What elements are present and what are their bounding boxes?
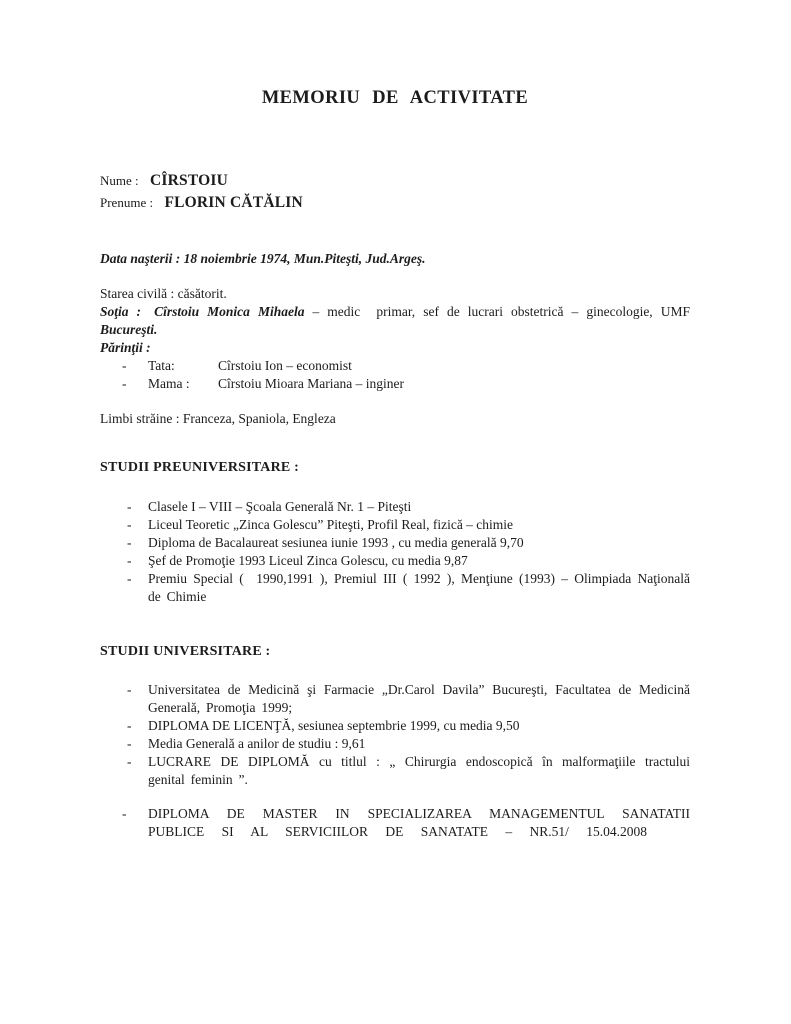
spouse-line <box>100 303 690 339</box>
list-item <box>100 498 690 516</box>
list-item-text: LUCRARE DE DIPLOMĂ cu titlul : „ Chirurgia endoscopică în malformaţiile tractului genital feminin ”. <box>148 754 690 787</box>
bullet-dash: - <box>127 571 132 586</box>
bullet-dash: - <box>127 553 132 568</box>
spouse-city: Bucureşti. <box>100 322 158 337</box>
spouse-name: Cîrstoiu Monica Mihaela <box>154 304 305 319</box>
spouse-description: – medic primar, sef de lucrari obstetrică – ginecologie, <box>312 304 653 319</box>
personal-info-block <box>100 250 690 428</box>
list-item-text: Universitatea de Medicină şi Farmacie „Dr.Carol Davila” Bucureşti, Facultatea de Medicină Generală, Promoţia 1999; <box>148 682 690 715</box>
list-item <box>100 570 690 606</box>
bullet-dash: - <box>127 535 132 550</box>
firstname-label: Prenume : <box>100 195 154 210</box>
parents-label: Părinţii : <box>100 340 151 355</box>
list-item-text: DIPLOMA DE LICENŢĂ, sesiunea septembrie 1999, cu media 9,50 <box>148 718 520 733</box>
firstname-line <box>100 192 690 214</box>
mother-label: Mama : <box>148 376 190 391</box>
section-heading: STUDII UNIVERSITARE : <box>100 644 271 659</box>
section-studii-preuniversitare <box>100 458 690 606</box>
section-heading: STUDII PREUNIVERSITARE : <box>100 460 300 475</box>
name-label: Nume : <box>100 173 139 188</box>
bullet-dash: - <box>127 736 132 751</box>
list-item-text: Media Generală a anilor de studiu : 9,61 <box>148 736 366 751</box>
master-diploma-text: DIPLOMA DE MASTER IN SPECIALIZAREA MANAGEMENTUL SANATATII PUBLICE SI AL SERVICIILOR DE SANATATE – NR.51/ 15.04.2008 <box>148 806 690 839</box>
bullet-dash: - <box>127 517 132 532</box>
list-item <box>100 534 690 552</box>
section-studii-universitare <box>100 642 690 789</box>
list-item-text: Premiu Special ( 1990,1991 ), Premiul III ( 1992 ), Menţiune (1993) – Olimpiada Naţională de Chimie <box>148 571 690 604</box>
bullet-dash: - <box>127 718 132 733</box>
list-item <box>100 717 690 735</box>
master-diploma-item <box>100 805 690 841</box>
parent-row-mother <box>100 375 690 393</box>
bullet-dash: - <box>127 754 132 769</box>
list-item <box>100 552 690 570</box>
list-item <box>100 735 690 753</box>
bullet-dash: - <box>127 682 132 697</box>
firstname-value: FLORIN CĂTĂLIN <box>164 194 303 211</box>
mother-value: Cîrstoiu Mioara Mariana – inginer <box>218 376 404 391</box>
section-items <box>100 498 690 606</box>
list-item-text: Liceul Teoretic „Zinca Golescu” Piteşti, Profil Real, fizică – chimie <box>148 517 514 532</box>
list-item-text: Diploma de Bacalaureat sesiunea iunie 1993 , cu media generală 9,70 <box>148 535 524 550</box>
identity-block <box>100 170 690 214</box>
document-title: MEMORIU DE ACTIVITATE <box>261 88 529 108</box>
languages-line: Limbi străine : Franceza, Spaniola, Engleza <box>100 411 336 426</box>
list-item-text: Şef de Promoţie 1993 Liceul Zinca Golescu, cu media 9,87 <box>148 553 468 568</box>
name-value: CÎRSTOIU <box>150 172 228 189</box>
marital-status-line: Starea civilă : căsătorit. <box>100 286 227 301</box>
birth-date-line: Data naşterii : 18 noiembrie 1974, Mun.Piteşti, Jud.Argeş. <box>100 251 426 266</box>
list-item <box>100 516 690 534</box>
bullet-dash: - <box>122 806 127 821</box>
spouse-label: Soţia : <box>100 304 142 319</box>
list-item-text: Clasele I – VIII – Şcoala Generală Nr. 1 – Piteşti <box>148 499 412 514</box>
list-item <box>100 681 690 717</box>
list-item <box>100 753 690 789</box>
bullet-dash: - <box>127 499 132 514</box>
parent-row-father <box>100 357 690 375</box>
spouse-org: UMF <box>660 304 690 319</box>
father-label: Tata: <box>148 358 175 373</box>
bullet-dash: - <box>122 376 127 391</box>
father-value: Cîrstoiu Ion – economist <box>218 358 352 373</box>
name-line <box>100 170 690 192</box>
bullet-dash: - <box>122 358 127 373</box>
section-items <box>100 681 690 789</box>
